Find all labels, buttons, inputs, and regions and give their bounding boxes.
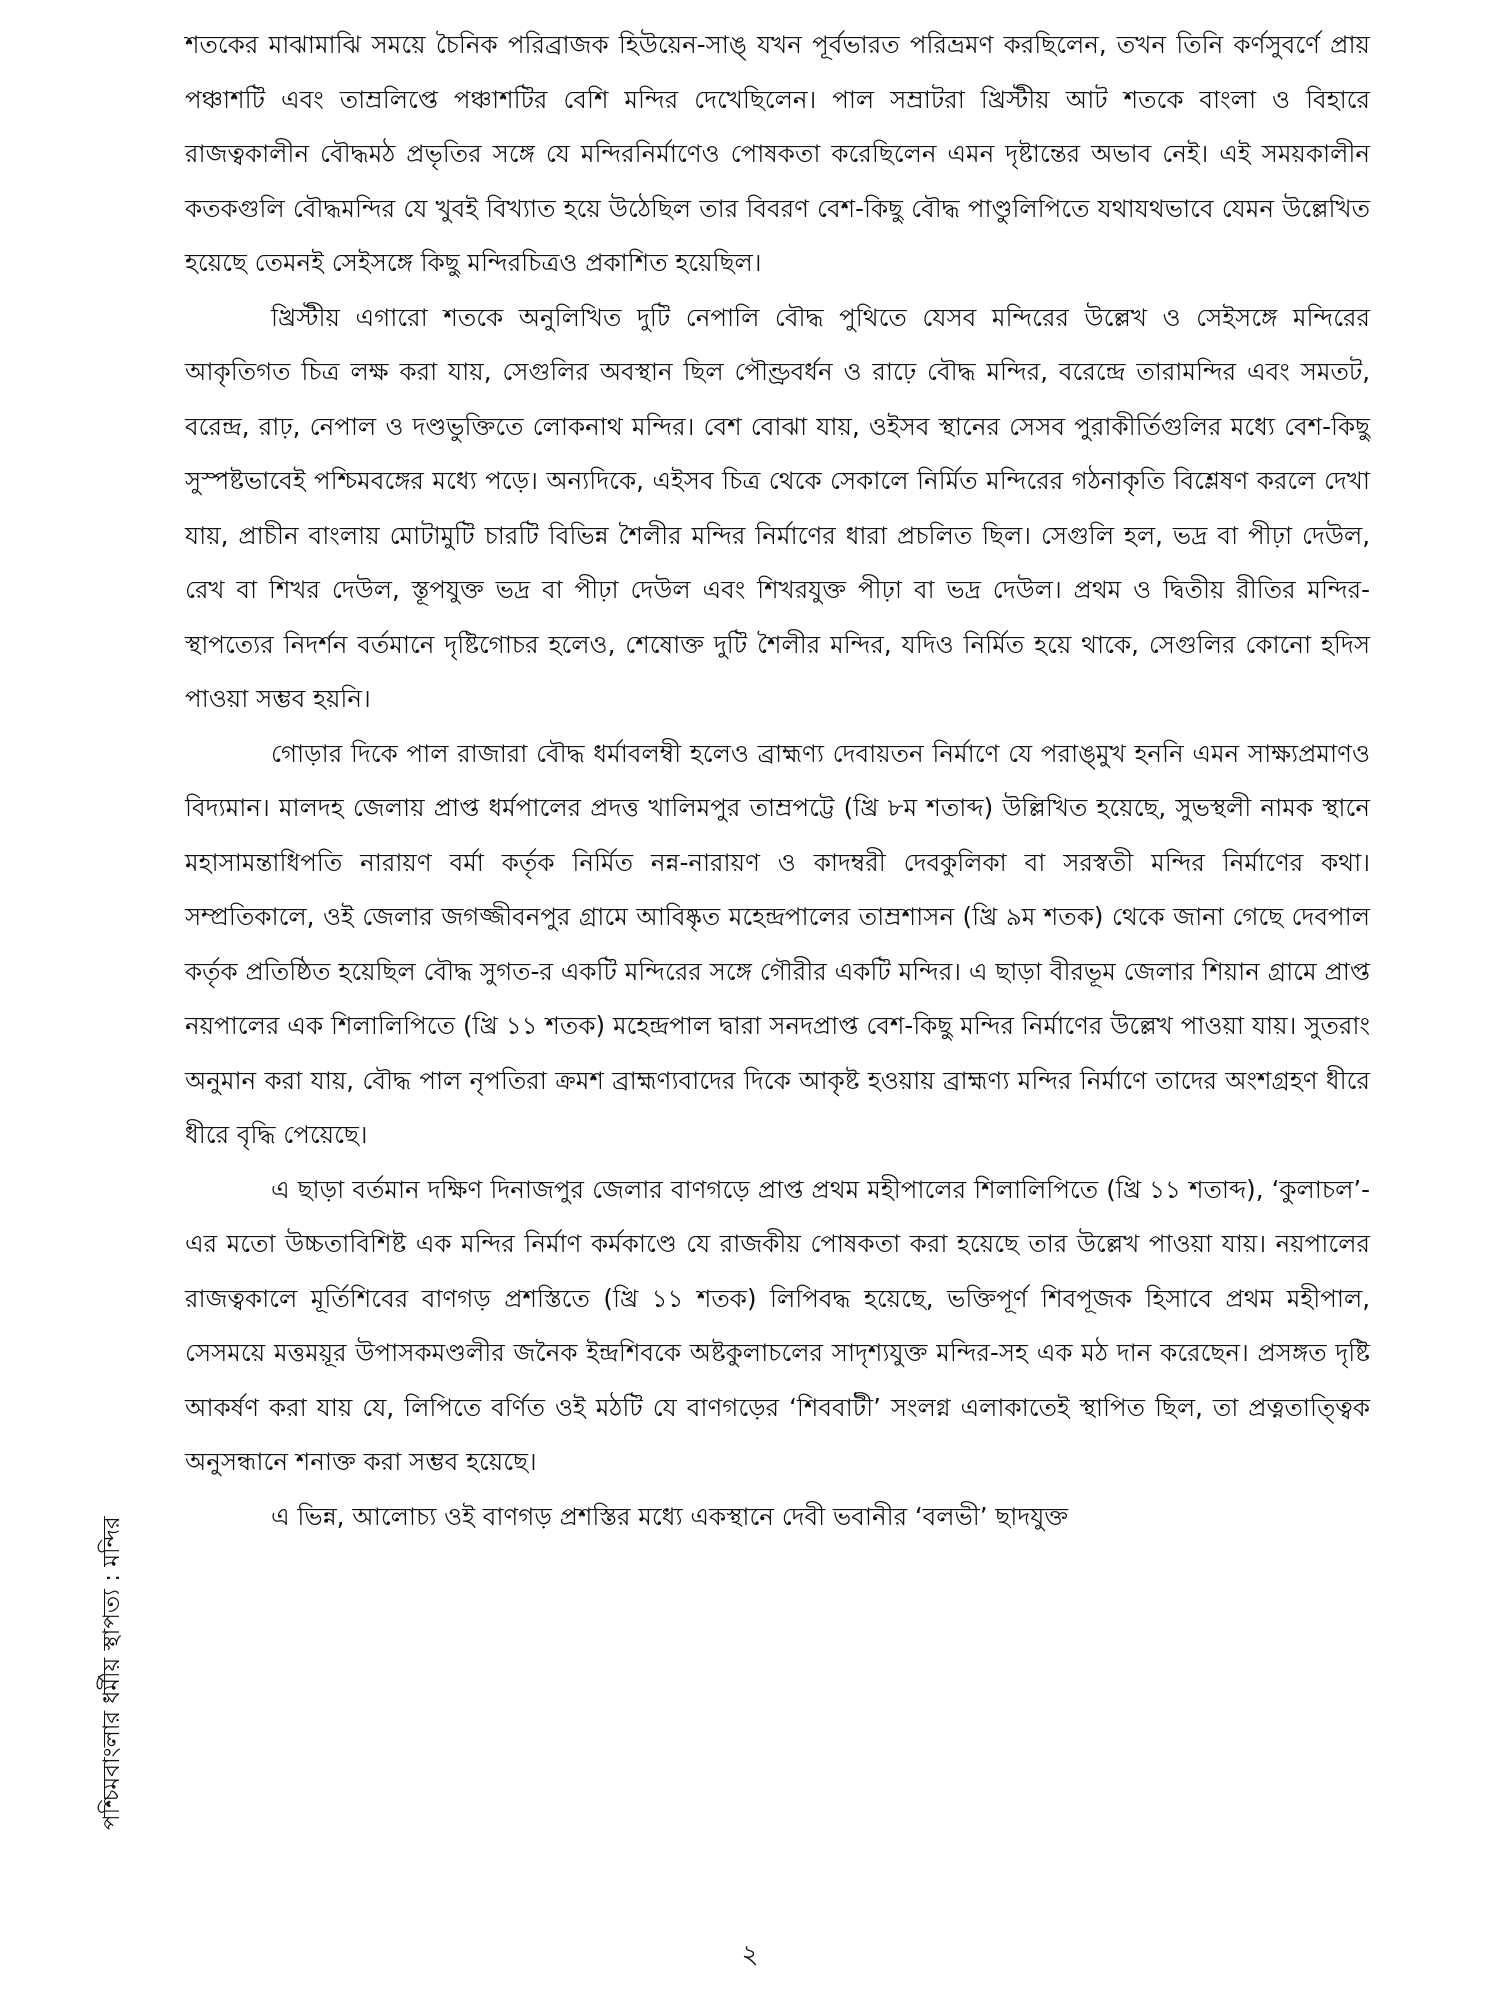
paragraph-5: এ ভিন্ন, আলোচ্য ওই বাণগড় প্রশস্তির মধ্যে একস্থানে দেবী ভবানীর ‘বলভী’ ছাদযুক্ত (271, 1501, 1069, 1531)
page-number: ২ (741, 1940, 759, 1970)
paragraph-2: খ্রিস্টীয় এগারো শতকে অনুলিখিত দুটি নেপালি বৌদ্ধ পুথিতে যেসব মন্দিরের উল্লেখ ও সেইসঙ্গে মন্দিরের আকৃতিগত চিত্র লক্ষ করা যায়, সেগুলির অবস্থান ছিল পৌণ্ড্রবর্ধন ও রাঢ়ে বৌদ্ধ মন্দির, বরেন্দ্রে তারামন্দির এবং সমতট, বরেন্দ্র, রাঢ়, নেপাল ও দণ্ডভুক্তিতে লোকনাথ মন্দির। বেশ বোঝা যায়, ওইসব স্থানের সেসব পুরাকীর্তিগুলির মধ্যে বেশ-কিছু সুস্পষ্টভাবেই পশ্চিমবঙ্গের মধ্যে পড়ে। অন্যদিকে, এইসব চিত্র থেকে সেকালে নির্মিত মন্দিরের গঠনাকৃতি বিশ্লেষণ করলে দেখা যায়, প্রাচীন বাংলায় মোটামুটি চারটি বিভিন্ন শৈলীর মন্দির নির্মাণের ধারা প্রচলিত ছিল। সেগুলি হল, ভদ্র বা পীঢ়া দেউল, রেখ বা শিখর দেউল, স্তূপযুক্ত ভদ্র বা পীঢ়া দেউল এবং শিখরযুক্ত পীঢ়া বা ভদ্র দেউল। প্রথম ও দ্বিতীয় রীতির মন্দির-স্থাপত্যের নিদর্শন বর্তমানে দৃষ্টিগোচর হলেও, শেষোক্ত দুটি শৈলীর মন্দির, যদিও নির্মিত হয়ে থাকে, সেগুলির কোনো হদিস পাওয়া সম্ভব হয়নি। (185, 302, 1370, 713)
paragraph-3: গোড়ার দিকে পাল রাজারা বৌদ্ধ ধর্মাবলম্বী হলেও ব্রাহ্মণ্য দেবায়তন নির্মাণে যে পরাঙ্‌মুখ হননি এমন সাক্ষ্যপ্রমাণও বিদ্যমান। মালদহ জেলায় প্রাপ্ত ধর্মপালের প্রদত্ত খালিমপুর তাম্রপট্টে (খ্রি ৮ম শতাব্দ) উল্লিখিত হয়েছে, সুভস্থলী নামক স্থানে মহাসামন্তাধিপতি নারায়ণ বর্মা কর্তৃক নির্মিত নন্ন-নারায়ণ ও কাদম্বরী দেবকুলিকা বা সরস্বতী মন্দির নির্মাণের কথা। সম্প্রতিকালে, ওই জেলার জগজ্জীবনপুর গ্রামে আবিষ্কৃত মহেন্দ্রপালের তাম্রশাসন (খ্রি ৯ম শতক) থেকে জানা গেছে দেবপাল কর্তৃক প্রতিষ্ঠিত হয়েছিল বৌদ্ধ সুগত-র একটি মন্দিরের সঙ্গে গৌরীর একটি মন্দির। এ ছাড়া বীরভূম জেলার শিয়ান গ্রামে প্রাপ্ত নয়পালের এক শিলালিপিতে (খ্রি ১১ শতক) মহেন্দ্রপাল দ্বারা সনদপ্রাপ্ত বেশ-কিছু মন্দির নির্মাণের উল্লেখ পাওয়া যায়। সুতরাং অনুমান করা যায়, বৌদ্ধ পাল নৃপতিরা ক্রমশ ব্রাহ্মণ্যবাদের দিকে আকৃষ্ট হওয়ায় ব্রাহ্মণ্য মন্দির নির্মাণে তাদের অংশগ্রহণ ধীরে ধীরে বৃদ্ধি পেয়েছে। (185, 738, 1370, 1149)
paragraph-1: শতকের মাঝামাঝি সময়ে চৈনিক পরিব্রাজক হিউয়েন-সাঙ্‌ যখন পূর্বভারত পরিভ্রমণ করছিলেন, তখন তিনি কর্ণসুবর্ণে প্রায় পঞ্চাশটি এবং তাম্রলিপ্তে পঞ্চাশটির বেশি মন্দির দেখেছিলেন। পাল সম্রাটরা খ্রিস্টীয় আট শতকে বাংলা ও বিহারে রাজত্বকালীন বৌদ্ধমঠ প্রভৃতির সঙ্গে যে মন্দিরনির্মাণেও পোষকতা করেছিলেন এমন দৃষ্টান্তের অভাব নেই। এই সময়কালীন কতকগুলি বৌদ্ধমন্দির যে খুবই বিখ্যাত হয়ে উঠেছিল তার বিবরণ বেশ-কিছু বৌদ্ধ পাণ্ডুলিপিতে যথাযথভাবে যেমন উল্লেখিত হয়েছে তেমনই সেইসঙ্গে কিছু মন্দিরচিত্রও প্রকাশিত হয়েছিল। (185, 30, 1370, 277)
body-text (185, 18, 1370, 1544)
paragraph-4: এ ছাড়া বর্তমান দক্ষিণ দিনাজপুর জেলার বাণগড়ে প্রাপ্ত প্রথম মহীপালের শিলালিপিতে (খ্রি ১১ শতাব্দ), ‘কুলাচল’-এর মতো উচ্চতাবিশিষ্ট এক মন্দির নির্মাণ কর্মকাণ্ডে যে রাজকীয় পোষকতা করা হয়েছে তার উল্লেখ পাওয়া যায়। নয়পালের রাজত্বকালে মূর্তিশিবের বাণগড় প্রশস্তিতে (খ্রি ১১ শতক) লিপিবদ্ধ হয়েছে, ভক্তিপূর্ণ শিবপূজক হিসাবে প্রথম মহীপাল, সেসময়ে মত্তময়ূর উপাসকমণ্ডলীর জনৈক ইন্দ্রশিবকে অষ্টকুলাচলের সাদৃশ্যযুক্ত মন্দির-সহ এক মঠ দান করেছেন। প্রসঙ্গত দৃষ্টি আকর্ষণ করা যায় যে, লিপিতে বর্ণিত ওই মঠটি যে বাণগড়ের ‘শিববাটী’ সংলগ্ন এলাকাতেই স্থাপিত ছিল, তা প্রত্নতাত্ত্বিক অনুসন্ধানে শনাক্ত করা সম্ভব হয়েছে। (185, 1174, 1370, 1476)
running-head: পশ্চিমবাংলার ধর্মীয় স্থাপত্য : মন্দির (99, 1516, 125, 1830)
